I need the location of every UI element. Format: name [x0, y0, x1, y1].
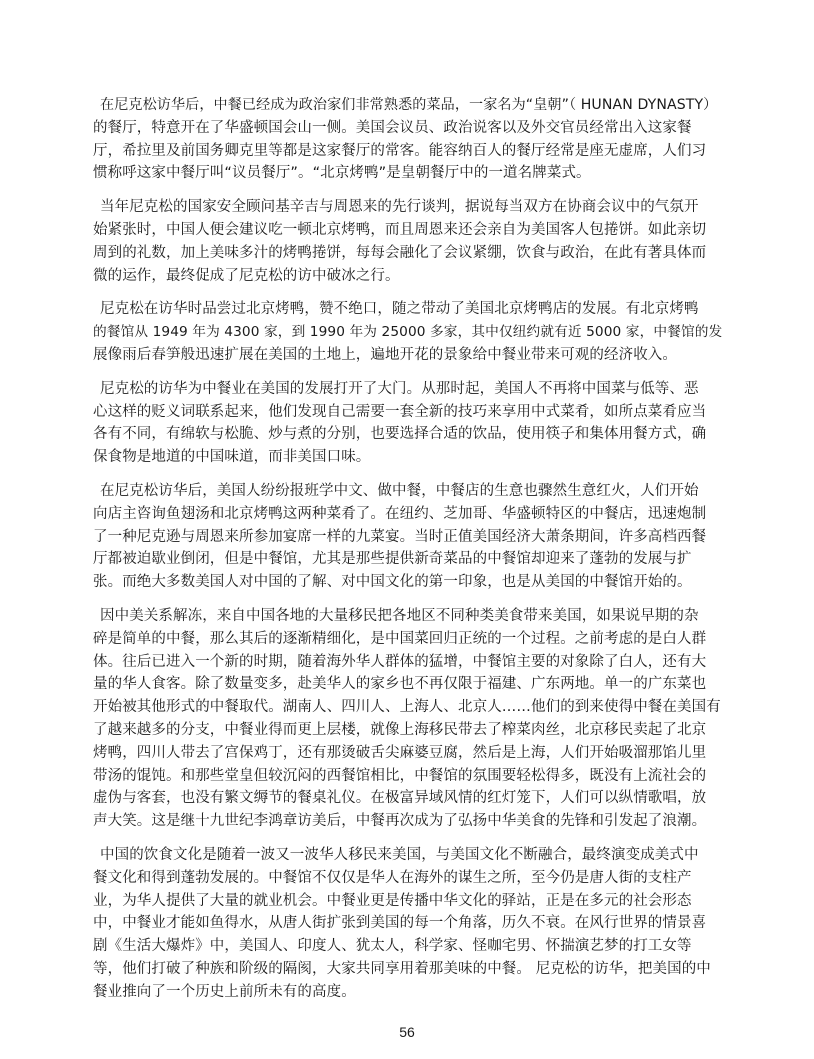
text-line: 在尼克松访华后，美国人纷纷报班学中文、做中餐，中餐店的生意也骤然生意红火，人们开始 — [100, 482, 699, 499]
text-line: 餐文化和得到蓬勃发展的。中餐馆不仅仅是华人在海外的谋生之所，至今仍是唐人街的支柱产 — [93, 869, 692, 886]
paragraph — [93, 378, 723, 469]
text-line: 了越来越多的分支，中餐业得而更上层楼，就像上海移民带去了榨菜肉丝，北京移民卖起了北京 — [93, 721, 707, 738]
text-line: 业，为华人提供了大量的就业机会。中餐业更是传播中华文化的驿站，正是在多元的社会形态 — [93, 892, 692, 909]
text-line: 尼克松在访华时品尝过北京烤鸭，赞不绝口，随之带动了美国北京烤鸭店的发展。有北京烤鸭 — [100, 301, 699, 318]
text-line: 声大笑。这是继十九世纪李鸿章访美后，中餐再次成为了弘扬中华美食的先锋和引发起了浪潮。 — [93, 813, 707, 830]
paragraph — [93, 94, 723, 185]
paragraph — [93, 298, 723, 366]
text-line: 惯称呼这家中餐厅叫“议员餐厅”。“北京烤鸭”是皇朝餐厅中的一道名牌菜式。 — [93, 165, 591, 182]
text-line: 保食物是地道的中国味道，而非美国口味。 — [93, 449, 371, 466]
text-line: 开始被其他形式的中餐取代。湖南人、四川人、上海人、北京人……他们的到来使得中餐在美国有 — [93, 699, 721, 716]
document-body — [93, 94, 723, 1014]
text-line: 当年尼克松的国家安全顾问基辛吉与周恩来的先行谈判，据说每当双方在协商会议中的气氛开 — [100, 199, 699, 216]
paragraph — [93, 480, 723, 594]
text-line: 心这样的贬义词联系起来，他们发现自己需要一套全新的技巧来享用中式菜肴，如所点菜肴应当 — [93, 403, 707, 420]
text-line: 量的华人食客。除了数量变多，赴美华人的家乡也不再仅限于福建、广东两地。单一的广东菜也 — [93, 676, 707, 693]
text-line: 了一种尼克逊与周恩来所参加宴席一样的九菜宴。当时正值美国经济大萧条期间，许多高档西餐 — [93, 528, 707, 545]
text-line: 餐业推向了一个历史上前所未有的高度。 — [93, 983, 356, 1000]
text-line: 在尼克松访华后，中餐已经成为政治家们非常熟悉的菜品，一家名为“皇朝”（ HUNAN DYNASTY） — [100, 97, 718, 113]
text-line: 中，中餐业才能如鱼得水，从唐人街扩张到美国的每一个角落，历久不衰。在风行世界的情景喜 — [93, 915, 707, 932]
text-line: 各有不同，有绵软与松脆、炒与煮的分别，也要选择合适的饮品，使用筷子和集体用餐方式，确 — [93, 426, 707, 443]
text-line: 烤鸭，四川人带去了宫保鸡丁，还有那烫破舌尖麻婆豆腐，然后是上海，人们开始吸溜那馅儿里 — [93, 744, 707, 761]
text-line: 向店主咨询鱼翅汤和北京烤鸭这两种菜肴了。在纽约、芝加哥、华盛顿特区的中餐店，迅速炮制 — [93, 505, 707, 522]
text-line: 中国的饮食文化是随着一波又一波华人移民来美国，与美国文化不断融合，最终演变成美式中 — [100, 846, 699, 863]
paragraph — [93, 196, 723, 287]
text-line: 厅，希拉里及前国务卿克里等都是这家餐厅的常客。能容纳百人的餐厅经常是座无虚席，人们习 — [93, 142, 707, 159]
text-line: 等，他们打破了种族和阶级的隔阂，大家共同享用着那美味的中餐。 尼克松的访华，把美国的中 — [93, 960, 711, 977]
page-number: 56 — [399, 1024, 415, 1040]
paragraph — [93, 844, 723, 1004]
text-line: 因中美关系解冻，来自中国各地的大量移民把各地区不同种类美食带来美国，如果说早期的杂 — [100, 607, 699, 624]
text-line: 碎是简单的中餐，那么其后的逐渐精细化，是中国菜回归正统的一个过程。之前考虑的是白人群 — [93, 630, 707, 647]
text-line: 虚伪与客套，也没有繁文缛节的餐桌礼仪。在极富异域风情的红灯笼下，人们可以纵情歌唱，放 — [93, 790, 707, 807]
text-line: 的餐厅，特意开在了华盛顿国会山一侧。美国会议员、政治说客以及外交官员经常出入这家餐 — [93, 119, 692, 136]
text-line: 的餐馆从 1949 年为 4300 家，到 1990 年为 25000 多家，其中仅纽约就有近 5000 家，中餐馆的发 — [93, 324, 723, 341]
text-line: 尼克松的访华为中餐业在美国的发展打开了大门。从那时起，美国人不再将中国菜与低等、恶 — [100, 380, 699, 397]
text-line: 微的运作，最终促成了尼克松的访中破冰之行。 — [93, 267, 400, 284]
text-line: 张。而绝大多数美国人对中国的了解、对中国文化的第一印象，也是从美国的中餐馆开始的。 — [93, 574, 692, 591]
text-line: 厅都被迫歇业倒闭，但是中餐馆，尤其是那些提供新奇菜品的中餐馆却迎来了蓬勃的发展与扩 — [93, 551, 692, 568]
paragraph — [93, 605, 723, 833]
text-line: 剧《生活大爆炸》中，美国人、印度人、犹太人，科学家、怪咖宅男、怀揣演艺梦的打工女等 — [93, 938, 692, 955]
text-line: 带汤的馄饨。和那些堂皇但较沉闷的西餐馆相比，中餐馆的氛围要轻松得多，既没有上流社会的 — [93, 767, 707, 784]
text-line: 体。往后已进入一个新的时期，随着海外华人群体的猛增，中餐馆主要的对象除了白人，还有大 — [93, 653, 707, 670]
text-line: 展像雨后春笋般迅速扩展在美国的土地上，遍地开花的景象给中餐业带来可观的经济收入。 — [93, 346, 677, 363]
text-line: 始紧张时，中国人便会建议吃一顿北京烤鸭，而且周恩来还会亲自为美国客人包捲饼。如此亲切 — [93, 221, 707, 238]
text-line: 周到的礼数，加上美味多汁的烤鸭捲饼，每每会融化了会议紧绷，饮食与政治，在此有著具体而 — [93, 244, 707, 261]
